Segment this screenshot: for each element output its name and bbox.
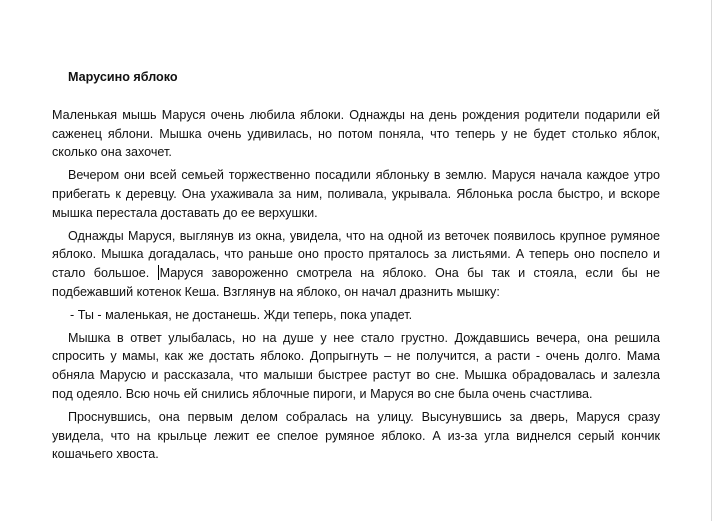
text-cursor bbox=[158, 265, 159, 280]
dialog-line: - Ты - маленькая, не достанешь. Жди теперь, пока упадет. bbox=[70, 307, 413, 322]
document-body[interactable] bbox=[52, 68, 660, 468]
paragraph-2: Вечером они всей семьей торжественно посадили яблоньку в землю. Маруся начала каждое утро прибегать к деревцу. Она ухаживала за ним, поливала, укрывала. Яблонька росла быстро, и вскоре мышка перестала доставать до ее верхушки. bbox=[52, 168, 660, 220]
paragraph-3 bbox=[52, 227, 660, 302]
paragraph-3-text: Однажды Маруся, выглянув из окна, увидела, что на одной из веточек появилось крупное румяное яблоко. Мышка догадалась, что раньше оно просто пряталось за листьями. А теперь оно поспело и стало большое. bbox=[52, 228, 660, 281]
paragraph-5: Проснувшись, она первым делом собралась на улицу. Высунувшись за дверь, Маруся сразу увидела, что на крыльце лежит ее спелое румяное яблоко. А из-за угла виднелся серый кончик кошачьего хвоста. bbox=[52, 409, 660, 462]
document-title: Марусино яблоко bbox=[68, 70, 178, 84]
paragraph-4: Мышка в ответ улыбалась, но на душе у нее стало грустно. Дождавшись вечера, она решила спросить у мамы, как же достать яблоко. Допрыгнуть – не получится, а расти - очень долго. Мама обняла Марусю и рассказала, что малыши быстрее растут во сне. Мышка обрадовалась и залезла под одеяло. Всю ночь ей снились яблочные пироги, и Маруся во сне была очень счастлива. bbox=[52, 330, 660, 401]
paragraph-3-text-continued: Маруся завороженно смотрела на яблоко. Она бы так и стояла, если бы не подбежавший котенок Кеша. Взглянув на яблоко, он начал дразнить мышку: bbox=[52, 266, 661, 299]
paragraph-1: Маленькая мышь Маруся очень любила яблоки. Однажды на день рождения родители подарили ей саженец яблони. Мышка очень удивилась, но потом поняла, что теперь у не будет столько яблок, сколько она захочет. bbox=[52, 107, 660, 160]
